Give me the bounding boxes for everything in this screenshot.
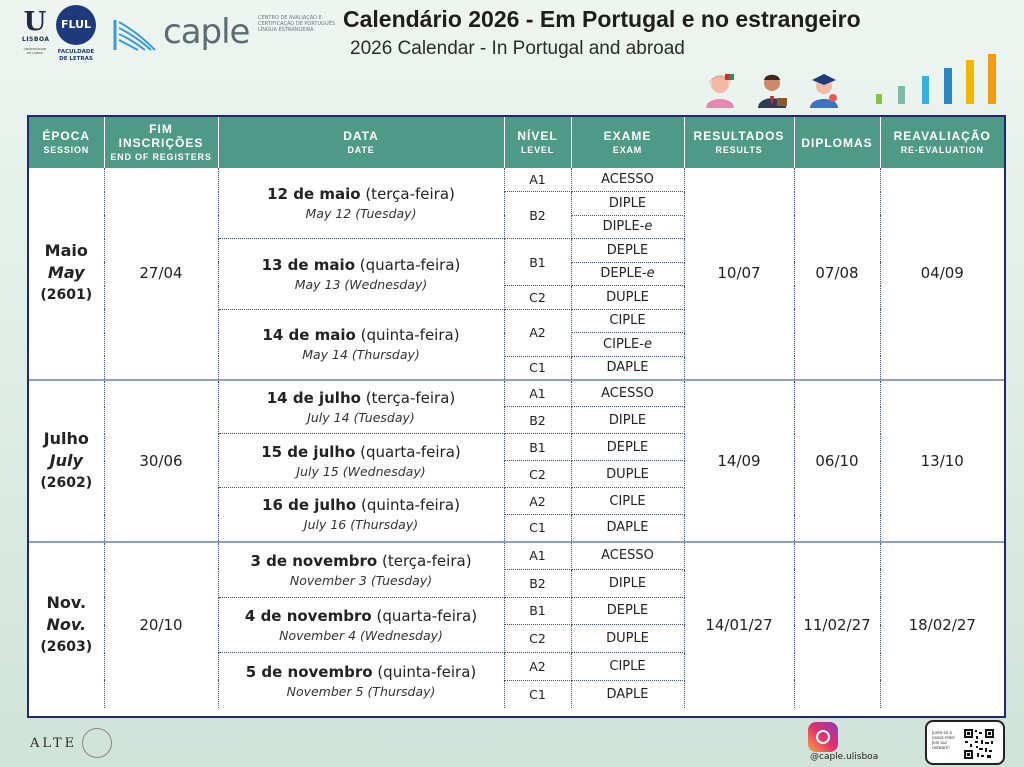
instagram-icon[interactable] — [808, 722, 838, 752]
level-cell: A1 — [504, 542, 571, 570]
reevaluation-cell: 18/02/27 — [908, 616, 976, 635]
level-cell: C1 — [504, 356, 571, 380]
exam-cell: ACESSO — [571, 380, 684, 407]
alte-logo — [30, 728, 110, 758]
reevaluation-cell: 04/09 — [880, 168, 1004, 380]
date-cell: 15 de julho (quarta-feira) July 15 (Wednesday) — [218, 434, 504, 488]
page-title: Calendário 2026 - Em Portugal e no estrangeiro — [343, 6, 861, 32]
caple-word: caple — [163, 12, 250, 52]
session-code: (2603) — [40, 639, 93, 656]
diplomas-cell: 07/08 — [794, 168, 880, 380]
diplomas-cell: 06/10 — [794, 380, 880, 542]
level-cell: A1 — [504, 380, 571, 407]
level-cell: C2 — [504, 286, 571, 310]
ulisboa-logo — [22, 8, 48, 72]
exam-cell: ACESSO — [571, 168, 684, 192]
table-header-row — [29, 117, 1004, 168]
reevaluation-cell: 13/10 — [880, 380, 1004, 542]
header-session: ÉPOCA SESSION — [29, 117, 104, 168]
header-reevaluation: REAVALIAÇÃO RE-EVALUATION — [880, 117, 1004, 168]
exam-cell: CIPLE — [571, 488, 684, 515]
header-end-registers: FIM INSCRIÇÕES END OF REGISTERS — [104, 117, 218, 168]
diplomas-cell: 11/02/27 — [794, 542, 880, 709]
session-cell — [29, 542, 104, 709]
exam-cell: DIPLE-e — [571, 215, 684, 239]
date-cell: 3 de novembro (terça-feira) November 3 (Tuesday) — [218, 542, 504, 598]
avatar-woman-icon — [703, 72, 737, 108]
exam-cell: DAPLE — [571, 680, 684, 708]
session-name-en: July — [49, 450, 83, 470]
date-cell: 12 de maio (terça-feira) May 12 (Tuesday) — [218, 168, 504, 239]
caple-bars-icon — [113, 16, 157, 52]
date-cell: 14 de maio (quinta-feira) May 14 (Thursday) — [218, 309, 504, 380]
header-date: DATA DATE — [218, 117, 504, 168]
qr-message: Junte-se à nossa rede! Join our network! — [932, 730, 956, 750]
calendar-table — [27, 115, 1006, 718]
exam-cell: ACESSO — [571, 542, 684, 570]
page-subtitle: 2026 Calendar - In Portugal and abroad — [350, 38, 685, 59]
level-cell: A2 — [504, 488, 571, 515]
session-name-en: Nov. — [46, 615, 87, 635]
exam-cell: DIPLE — [571, 407, 684, 434]
level-cell: A1 — [504, 168, 571, 192]
flul-logo — [55, 5, 97, 63]
level-cell: C1 — [504, 515, 571, 542]
exam-cell: DAPLE — [571, 356, 684, 380]
alte-ring-icon — [82, 728, 112, 758]
results-cell: 10/07 — [684, 168, 794, 380]
session-name: Maio — [44, 241, 88, 261]
exam-cell: DEPLE — [571, 239, 684, 263]
level-cell: C2 — [504, 625, 571, 653]
caple-logo — [113, 12, 338, 52]
exam-cell: CIPLE — [571, 309, 684, 333]
end-registers-cell: 27/04 — [104, 168, 218, 380]
session-code: (2601) — [40, 287, 93, 304]
level-cell: C2 — [504, 461, 571, 488]
exam-cell: CIPLE-e — [571, 333, 684, 357]
exam-cell: DUPLE — [571, 461, 684, 488]
table-row — [29, 168, 1004, 192]
results-cell: 14/09 — [684, 380, 794, 542]
avatar-group — [703, 72, 843, 112]
session-code: (2602) — [40, 474, 93, 491]
flul-circle: FLUL — [56, 5, 96, 45]
exam-cell: DUPLE — [571, 286, 684, 310]
end-registers-cell: 20/10 — [104, 542, 218, 709]
caple-subtitle: CENTRO DE AVALIAÇÃO E CERTIFICAÇÃO DE PORTUGUÊS LÍNGUA ESTRANGEIRA — [258, 15, 336, 33]
level-bars-icon — [870, 50, 1000, 108]
header-level: NÍVEL LEVEL — [504, 117, 571, 168]
qr-card[interactable] — [925, 720, 1005, 765]
date-cell: 4 de novembro (quarta-feira) November 4 (Wednesday) — [218, 597, 504, 653]
date-cell: 14 de julho (terça-feira) July 14 (Tuesday) — [218, 380, 504, 434]
level-cell: B2 — [504, 192, 571, 239]
exam-cell: DAPLE — [571, 515, 684, 542]
session-name-en: May — [47, 263, 85, 283]
level-cell: C1 — [504, 680, 571, 708]
flul-text: FACULDADE DE LETRAS — [57, 49, 95, 62]
instagram-handle[interactable]: @caple.ulisboa — [810, 752, 879, 762]
header-results: RESULTADOS RESULTS — [684, 117, 794, 168]
date-cell: 13 de maio (quarta-feira) May 13 (Wednesday) — [218, 239, 504, 310]
header-exam: EXAME EXAM — [571, 117, 684, 168]
avatar-businessman-icon — [755, 72, 789, 108]
level-cell: B2 — [504, 569, 571, 597]
avatar-student-icon — [807, 72, 841, 108]
session-name: Nov. — [46, 593, 87, 613]
date-cell: 16 de julho (quinta-feira) July 16 (Thursday) — [218, 488, 504, 542]
level-cell: A2 — [504, 309, 571, 356]
session-name: Julho — [43, 428, 89, 448]
exam-cell: DUPLE — [571, 625, 684, 653]
exam-cell: DEPLE — [571, 434, 684, 461]
date-cell: 5 de novembro (quinta-feira) November 5 (Thursday) — [218, 653, 504, 709]
exam-cell: DEPLE — [571, 597, 684, 625]
level-cell: B1 — [504, 597, 571, 625]
ulisboa-letter: U — [23, 7, 47, 37]
level-cell: B1 — [504, 239, 571, 286]
exam-cell: DEPLE-e — [571, 262, 684, 286]
table-row — [29, 380, 1004, 407]
alte-text: ALTE — [30, 736, 78, 751]
level-cell: B1 — [504, 434, 571, 461]
end-registers-cell: 30/06 — [104, 380, 218, 542]
table-row — [29, 542, 1004, 570]
ulisboa-subtext: UNIVERSIDADE DE LISBOA — [23, 47, 47, 55]
results-cell: 14/01/27 — [684, 542, 794, 709]
header-diplomas: DIPLOMAS — [794, 117, 880, 168]
session-cell — [29, 380, 104, 542]
qr-code-icon[interactable] — [963, 728, 995, 760]
level-cell: B2 — [504, 407, 571, 434]
exam-cell: DIPLE — [571, 192, 684, 216]
exam-cell: CIPLE — [571, 653, 684, 681]
exam-cell: DIPLE — [571, 569, 684, 597]
level-cell: A2 — [504, 653, 571, 681]
ulisboa-text: LISBOA — [22, 36, 50, 43]
session-cell — [29, 168, 104, 380]
